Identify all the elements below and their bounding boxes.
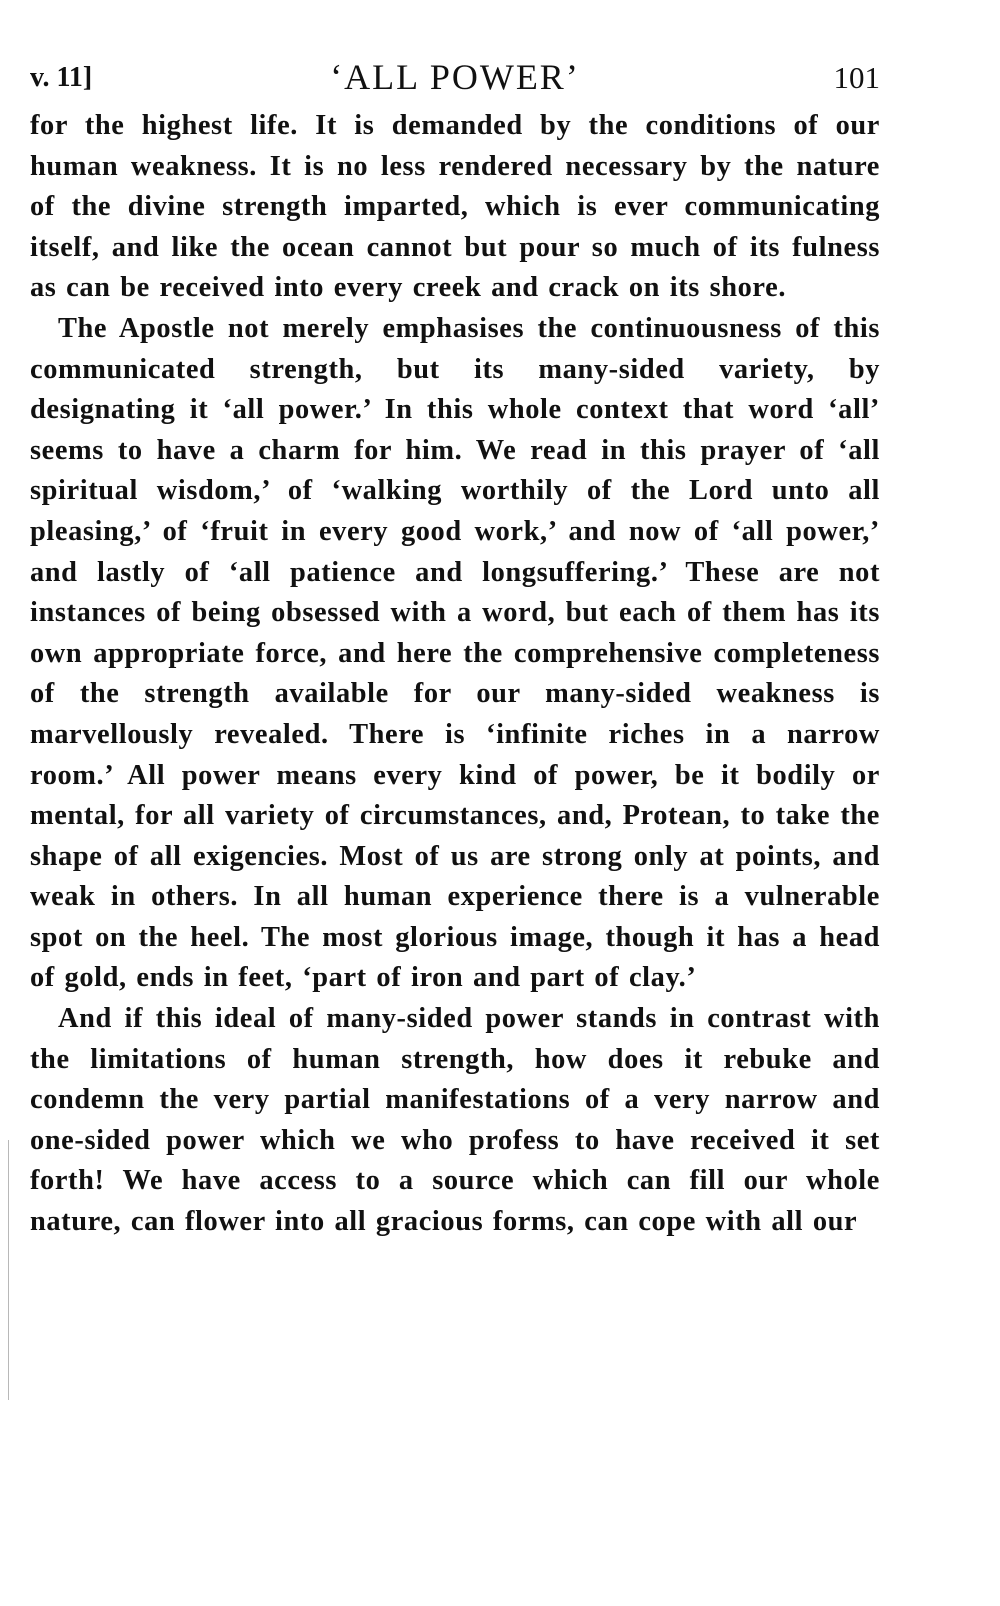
- chapter-verse-reference: v. 11]: [30, 62, 93, 93]
- page-number: 101: [833, 60, 880, 95]
- running-title: ‘ALL POWER’: [330, 57, 580, 97]
- running-header: [30, 56, 880, 104]
- paragraph-1: for the highest life. It is demanded by the conditions of our human weakness. It is no less rendered necessary by the nature of the divine strength imparted, which is ever communicating itself, and like the ocean cannot but pour so much of its fulness as can be received into every creek and crack on its shore.: [30, 110, 880, 304]
- body-text: [30, 106, 880, 1243]
- paragraph-3: And if this ideal of many-sided power stands in contrast with the limitations of human strength, how does it rebuke and condemn the very partial manifestations of a very narrow and one-sided power which we who profess to have received it set forth! We have access to a source which can fill our whole nature, can flower into all gracious forms, can cope with all our: [30, 1003, 880, 1238]
- paragraph-2: The Apostle not merely emphasises the continuousness of this communicated strength, but its many-sided variety, by designating it ‘all power.’ In this whole context that word ‘all’ seems to have a charm for him. We read in this prayer of ‘all spiritual wisdom,’ of ‘walking worthily of the Lord unto all pleasing,’ of ‘fruit in every good work,’ and now of ‘all power,’ and lastly of ‘all patience and longsuffering.’ These are not instances of being obsessed with a word, but each of them has its own appropriate force, and here the comprehensive completeness of the strength available for our many-sided weakness is marvellously revealed. There is ‘infinite riches in a narrow room.’ All power means every kind of power, be it bodily or mental, for all variety of circumstances, and, Protean, to take the shape of all exigencies. Most of us are strong only at points, and weak in others. In all human experience there is a vulnerable spot on the heel. The most glorious image, though it has a head of gold, ends in feet, ‘part of iron and part of clay.’: [30, 312, 880, 994]
- scan-margin-mark: [8, 1140, 9, 1400]
- book-page: [30, 56, 880, 1243]
